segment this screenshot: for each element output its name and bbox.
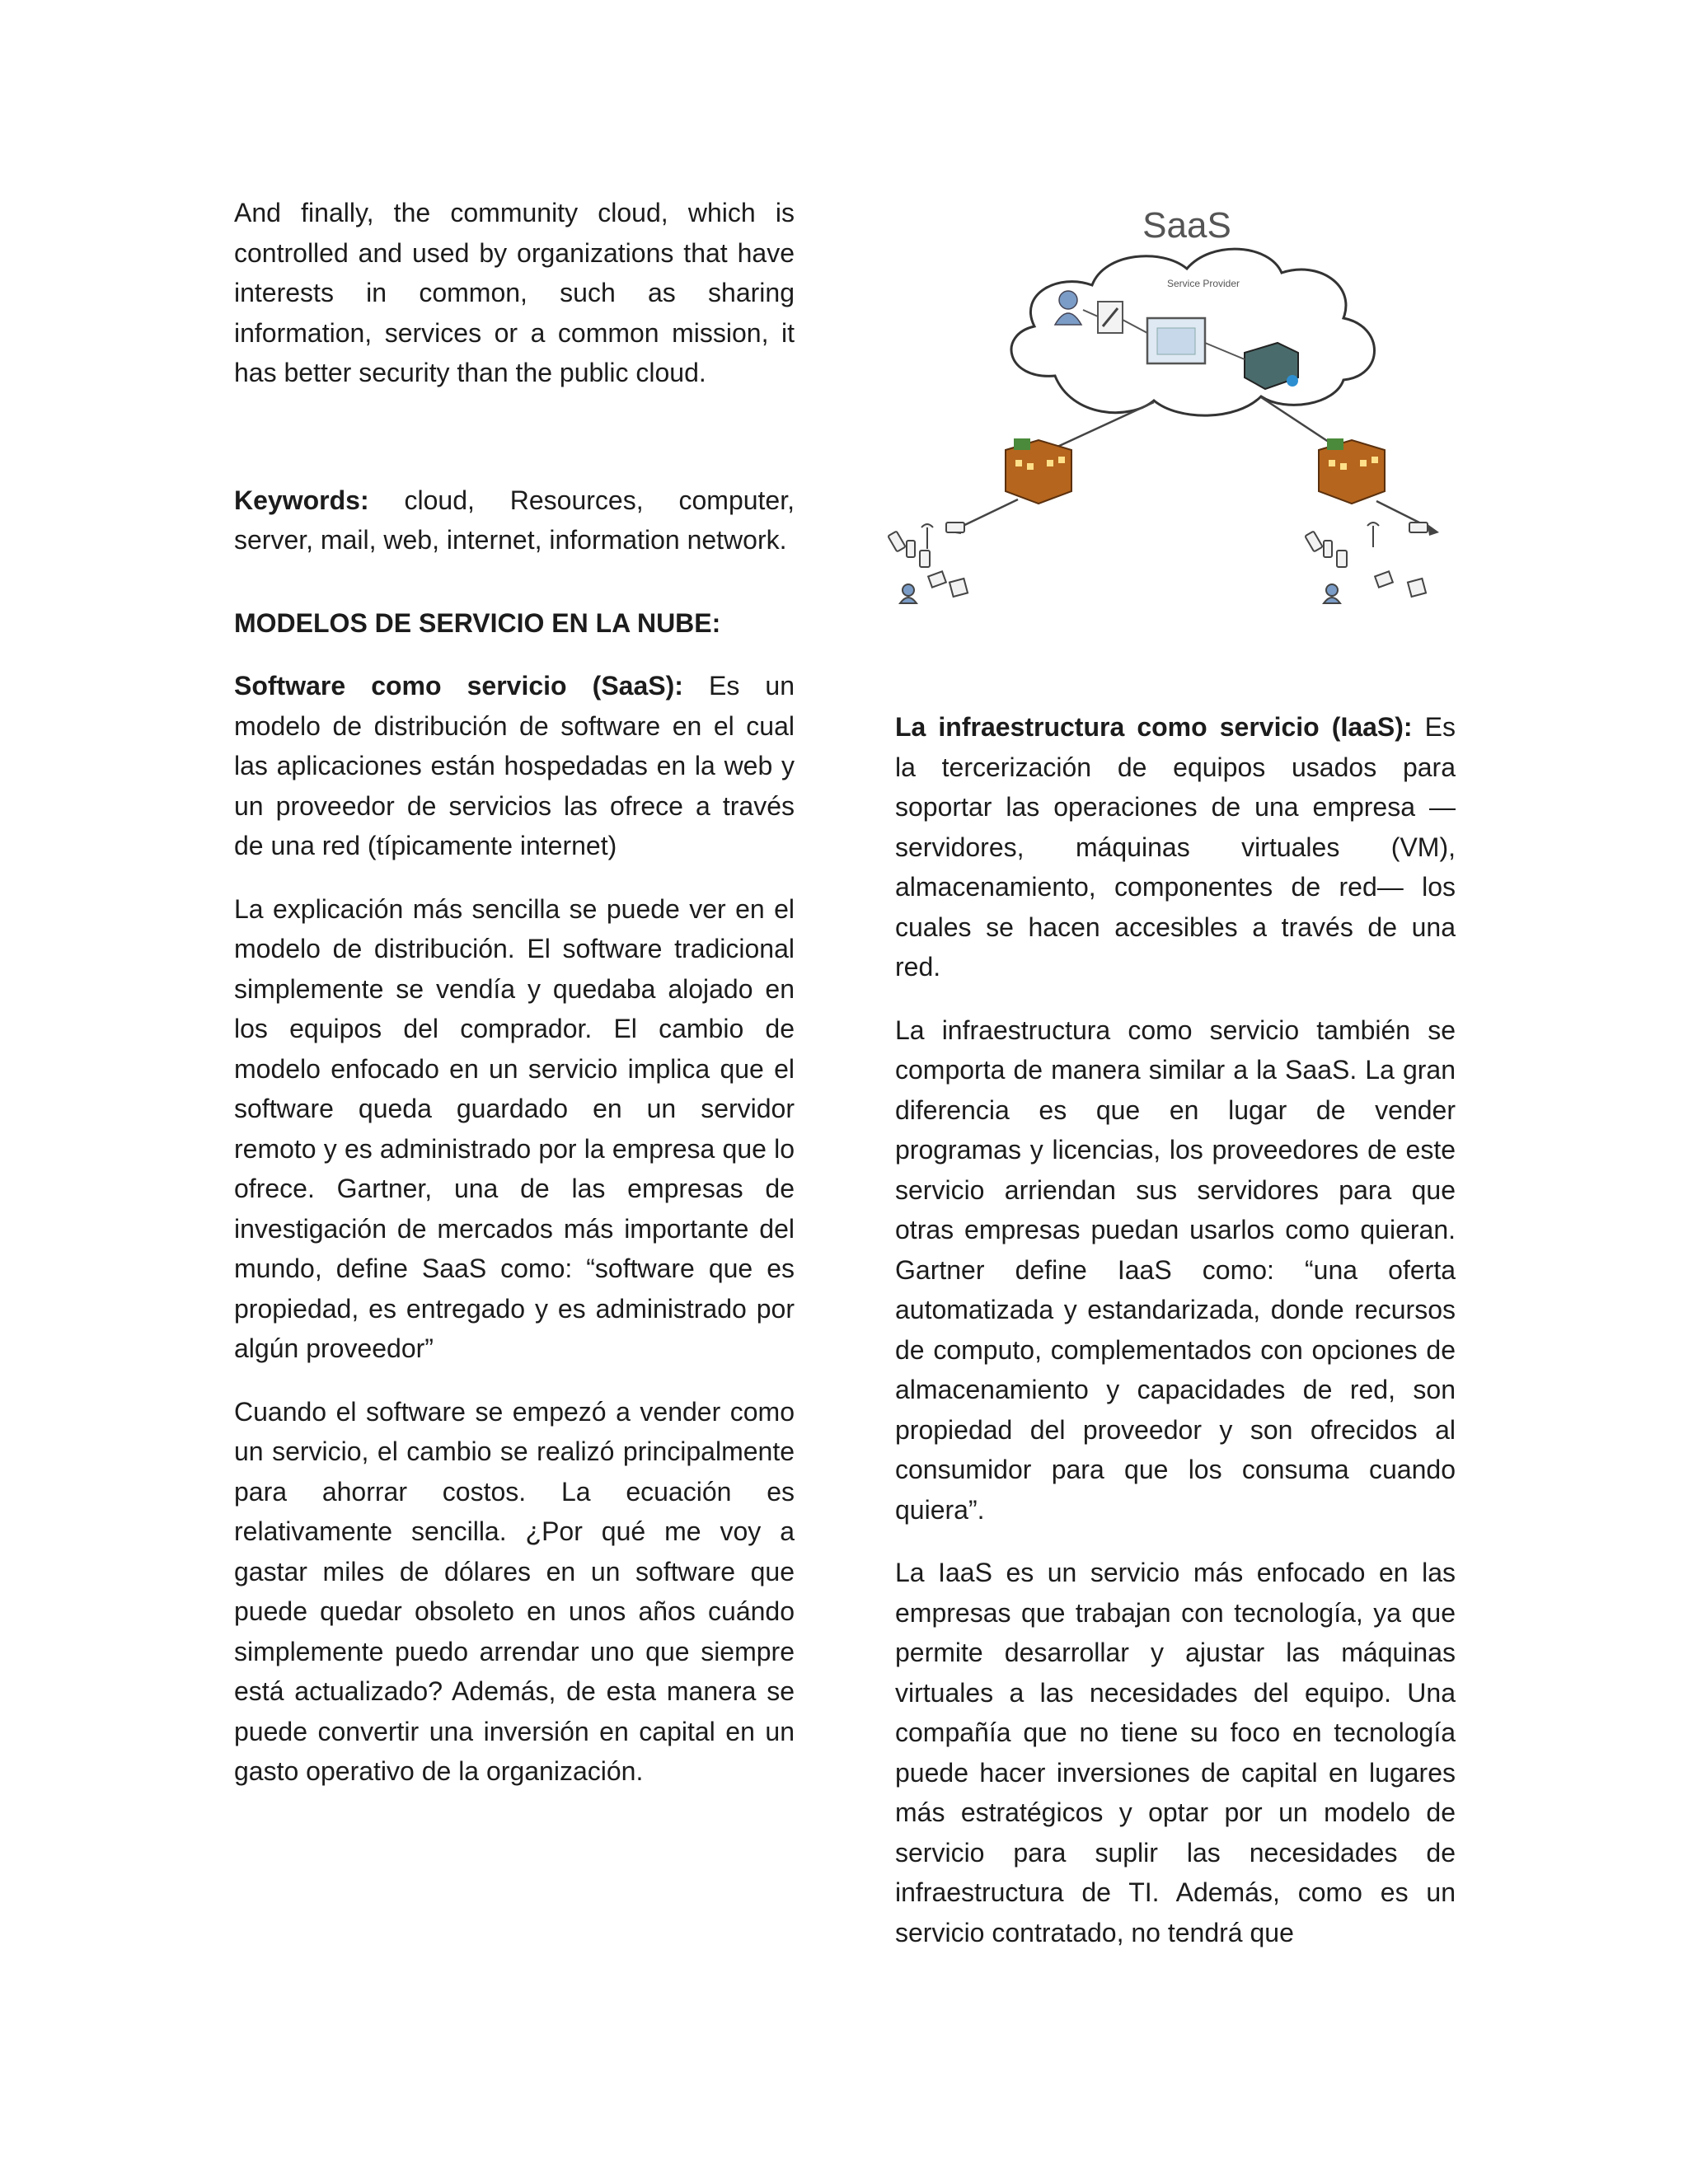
section-heading: MODELOS DE SERVICIO EN LA NUBE: (234, 607, 721, 638)
saas-diagram-svg (882, 194, 1459, 631)
document-icon (1098, 302, 1123, 333)
saas-cost-paragraph: Cuando el software se empezó a vender como un servicio, el cambio se realizó principalmente para ahorrar costos. La ecuación es relativamente sencilla. ¿Por qué me voy a gastar miles de dólares en un software que puede quedar obsoleto en unos años cuándo simplemente puedo arrendar uno que siempre está actualizado? Además, de esta manera se puede convertir una inversión en capital en un gasto operativo de la organización. (234, 1396, 795, 1786)
iaas-label: La infraestructura como servicio (IaaS): (895, 712, 1413, 742)
keywords-paragraph (234, 480, 795, 560)
right-column (895, 707, 1456, 1952)
iaas-focus-paragraph: La IaaS es un servicio más enfocado en las empresas que trabajan con tecnología, ya que permite desarrollar y ajustar las máquinas virtuales a las necesidades del equipo. Una compañía que no tiene su foco en tecnología puede hacer inversiones de capital en lugares más estratégicos y optar por un modelo de servicio para suplir las necesidades de infraestructura de TI. Además, como es un servicio contratado, no tendrá que (895, 1558, 1456, 1947)
left-column (234, 193, 795, 1792)
keywords-label: Keywords: (234, 485, 369, 515)
service-provider-label: Service Provider (1166, 278, 1240, 289)
saas-label: Software como servicio (SaaS): (234, 671, 683, 701)
keywords-text: cloud, Resources, computer, server, mail, web, internet, information network. (234, 485, 795, 555)
server-icon (1245, 343, 1298, 389)
left-building-icon (1006, 438, 1071, 504)
saas-title: SaaS (1142, 205, 1231, 246)
saas-explanation-paragraph: La explicación más sencilla se puede ver en el modelo de distribución. El software tradicional simplemente se vendía y quedaba alojado en los equipos del comprador. El cambio de modelo enfocado en un servicio implica que el software queda guardado en un servidor remoto y es administrado por la empresa que lo ofrece. Gartner, una de las empresas de investigación de mercados más importante del mundo, define SaaS como: “software que es propiedad, es entregado y es administrado por algún proveedor” (234, 893, 795, 1363)
saas-text: Es un modelo de distribución de software en el cual las aplicaciones están hospedadas en la web y un proveedor de servicios las ofrece a través de una red (típicamente internet) (234, 671, 795, 860)
abstract-end: And finally, the community cloud, which is controlled and used by organizations that have interests in common, such as sharing information, services or a common mission, it has better security than the public cloud. (234, 198, 795, 387)
iaas-paragraph (895, 707, 1456, 987)
left-client-devices-icon (888, 523, 968, 603)
iaas-comparison-paragraph: La infraestructura como servicio también se comporta de manera similar a la SaaS. La gran diferencia es que en lugar de vender programas y licencias, los proveedores de este servicio arriendan sus servidores para que otras empresas puedan usarlos como quieran. Gartner define IaaS como: “una oferta automatizada y estandarizada, donde recursos de computo, complementados con opciones de almacenamiento y capacidades de red, son propiedad del proveedor y son ofrecidos al consumidor para que los consuma cuando quiera”. (895, 1015, 1456, 1525)
saas-paragraph (234, 666, 795, 866)
right-client-devices-icon (1305, 523, 1428, 603)
right-building-icon (1319, 438, 1385, 504)
application-window-icon (1147, 318, 1205, 363)
saas-diagram (882, 194, 1459, 631)
iaas-text: Es la tercerización de equipos usados para soportar las operaciones de una empresa — servidores, máquinas virtuales (VM), almacenamiento, componentes de red— los cuales se hacen accesibles a través de una red. (895, 712, 1456, 982)
